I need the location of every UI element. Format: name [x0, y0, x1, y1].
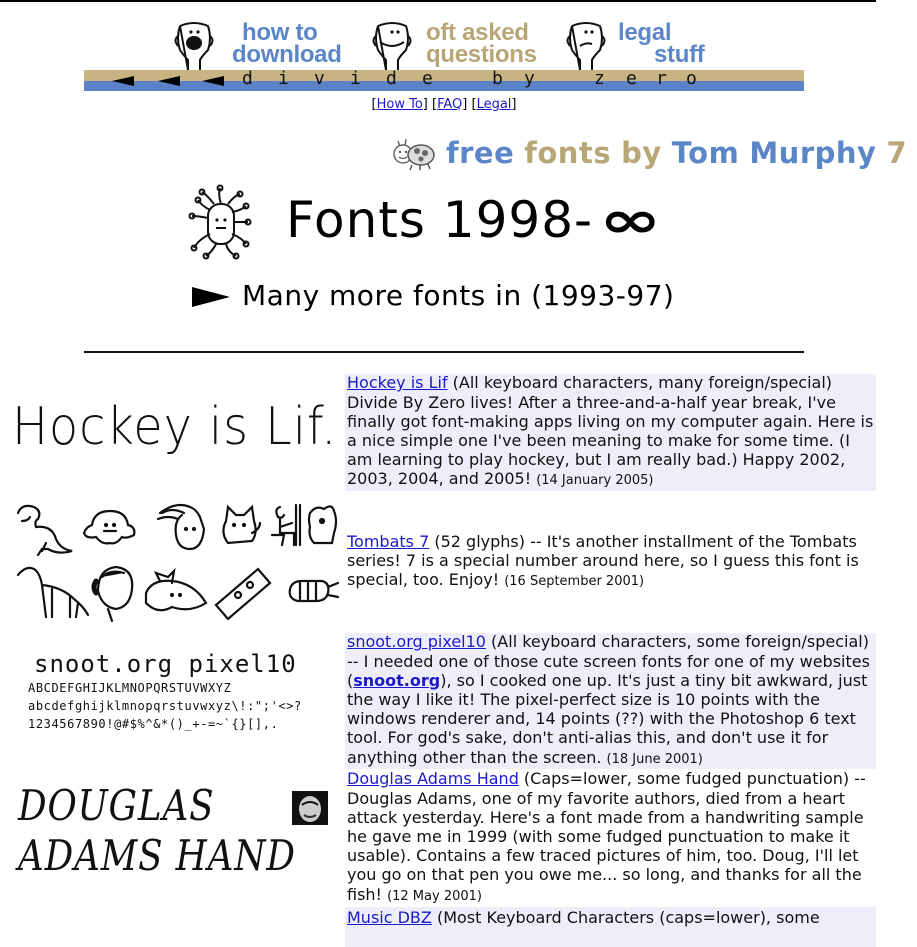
text-nav: [How To] [FAQ] [Legal] — [371, 97, 517, 112]
banner-letter: e — [422, 68, 433, 89]
banner-letter: i — [278, 68, 289, 89]
douglas-preview: DOUGLAS ADAMS HAND — [18, 781, 296, 880]
blob-icon — [84, 511, 134, 543]
font-link-douglas-adams-hand[interactable]: Douglas Adams Hand — [347, 769, 519, 789]
divide-by-zero-banner — [84, 70, 804, 91]
frowning-face-icon — [562, 20, 610, 70]
banner-letter: i — [350, 68, 361, 89]
smiling-face-icon — [368, 20, 416, 70]
font-row-douglas-adams-hand — [0, 769, 876, 907]
font-description: Hockey is Lif (All keyboard characters, many foreign/special) Divide By Zero lives! After a three-and-a-half year break, I've finally got font-making apps living on my computer again. Here is a nice simple one I've been meaning to make for some time. (I am learning to play hockey, but I am really bad.) Happy 2002, 2003, 2004, and 2005! (14 January 2005) — [345, 374, 876, 491]
left-arrow-icon — [158, 76, 180, 86]
banner-letter: e — [626, 68, 637, 89]
header-nav — [170, 20, 730, 70]
banner-letters — [84, 68, 804, 91]
nav-faq[interactable] — [368, 20, 558, 70]
font-preview-image[interactable] — [0, 633, 345, 769]
page-heading: Fonts 1998- ∞ — [286, 191, 664, 249]
font-preview-image[interactable] — [0, 907, 345, 947]
creature-icon — [309, 506, 336, 543]
byline-text: free fonts by Tom Murphy 7 — [446, 136, 908, 170]
brontosaurus-icon — [18, 568, 88, 617]
release-date: (18 June 2001) — [606, 751, 703, 767]
sitting-man-icon — [272, 505, 300, 545]
font-list — [0, 374, 876, 947]
banner-letter: b — [492, 68, 503, 89]
font-link-hockey-is-lif[interactable]: Hockey is Lif — [347, 373, 448, 393]
douglas-adams-portrait-icon — [292, 791, 328, 825]
font-row-tombats-7 — [0, 491, 876, 633]
page-title — [186, 182, 706, 262]
shouting-face-icon — [170, 20, 218, 70]
nav-faq-line2: questions — [426, 41, 537, 68]
ladybug-icon — [390, 137, 436, 171]
dinosaur-icon — [18, 506, 72, 555]
banner-letter: z — [594, 68, 605, 89]
font-description: Music DBZ (Most Keyboard Characters (caps=lower), some — [345, 907, 876, 947]
infinity-symbol: ∞ — [599, 191, 664, 249]
nav-how-to-line1: how to — [242, 19, 318, 46]
nav-legal-line2: stuff — [654, 41, 705, 68]
text-nav-legal[interactable]: Legal — [476, 97, 512, 112]
left-arrow-icon — [202, 76, 224, 86]
font-description: snoot.org pixel10 (All keyboard characters, some foreign/special) -- I needed one of those cute screen fonts for one of my websites (snoot.org), so I cooked one up. It's just a tiny bit awkward, just the way I like it! The pixel-perfect size is 10 points with the windows renderer and, 14 points (??) with the Photoshop 6 text tool. For god's sake, don't anti-alias this, and don't use it for anything other than the screen. (18 June 2001) — [345, 633, 876, 769]
snoot-org-link[interactable]: snoot.org — [353, 670, 441, 690]
striped-bug-icon — [290, 581, 338, 601]
release-date: (16 September 2001) — [504, 574, 645, 590]
left-arrow-icon — [112, 76, 134, 86]
nav-legal-stuff[interactable] — [562, 20, 722, 70]
text-nav-faq[interactable]: FAQ — [437, 97, 463, 112]
bug-robot-icon — [188, 186, 254, 262]
play-arrow-icon — [192, 287, 230, 307]
banner-letter: r — [656, 68, 667, 89]
font-description: Tombats 7 (52 glyphs) -- It's another installment of the Tombats series! 7 is a special number around here, so I guess this font is special, too. Enjoy! (16 September 2001) — [347, 531, 859, 590]
font-row-snoot-pixel10 — [0, 633, 876, 769]
font-preview-image[interactable] — [0, 769, 345, 907]
byline — [390, 135, 908, 175]
font-preview-image[interactable] — [0, 374, 345, 491]
release-date: (12 May 2001) — [387, 888, 482, 904]
font-description: Douglas Adams Hand (Caps=lower, some fudged punctuation) -- Douglas Adams, one of my favorite authors, died from a heart attack yesterday. Here's a font made from a handwriting sample he gave me in 1999 (with some fudged punctuation to make it usable). Contains a few traced pictures of him, too. Doug, I'll let you go on that pen you owe me... so long, and thanks for all the fish! (12 May 2001) — [347, 769, 866, 904]
font-preview-image[interactable] — [0, 491, 345, 633]
head-with-wires-icon — [158, 505, 204, 549]
font-link-snoot-pixel10[interactable]: snoot.org pixel10 — [347, 632, 486, 652]
nav-faq-line1: oft asked — [426, 19, 529, 46]
banner-letter: d — [242, 68, 253, 89]
nav-how-to-download[interactable] — [170, 20, 350, 70]
banner-letter: o — [686, 68, 697, 89]
snoot-preview: snoot.org pixel10 ABCDEFGHIJKLMNOPQRSTUVWXYZ abcdefghijklmnopqrstuvwxyz\!:";'<>? 1234567890!@#$%^&*()_+-=~`{}[],. — [28, 650, 302, 731]
release-date: (14 January 2005) — [536, 473, 654, 489]
bow-blob-icon — [146, 571, 206, 610]
cassette-tape-icon — [216, 569, 270, 619]
font-link-music-dbz[interactable]: Music DBZ — [347, 908, 432, 927]
cat-icon — [223, 507, 260, 543]
divider-rule — [84, 351, 804, 353]
nav-legal-line1: legal — [618, 19, 672, 46]
banner-letter: y — [524, 68, 535, 89]
font-link-tombats-7[interactable]: Tombats 7 — [347, 531, 430, 551]
tombats-glyphs-preview — [12, 499, 340, 623]
banner-letter: d — [386, 68, 397, 89]
nav-how-to-line2: download — [232, 41, 342, 68]
font-row-music-dbz — [0, 907, 876, 947]
text-nav-how-to[interactable]: How To — [376, 97, 423, 112]
font-row-hockey-is-lif — [0, 374, 876, 491]
hockey-preview-text: Hockey is Lif. — [12, 397, 338, 457]
banner-letter: v — [314, 68, 325, 89]
